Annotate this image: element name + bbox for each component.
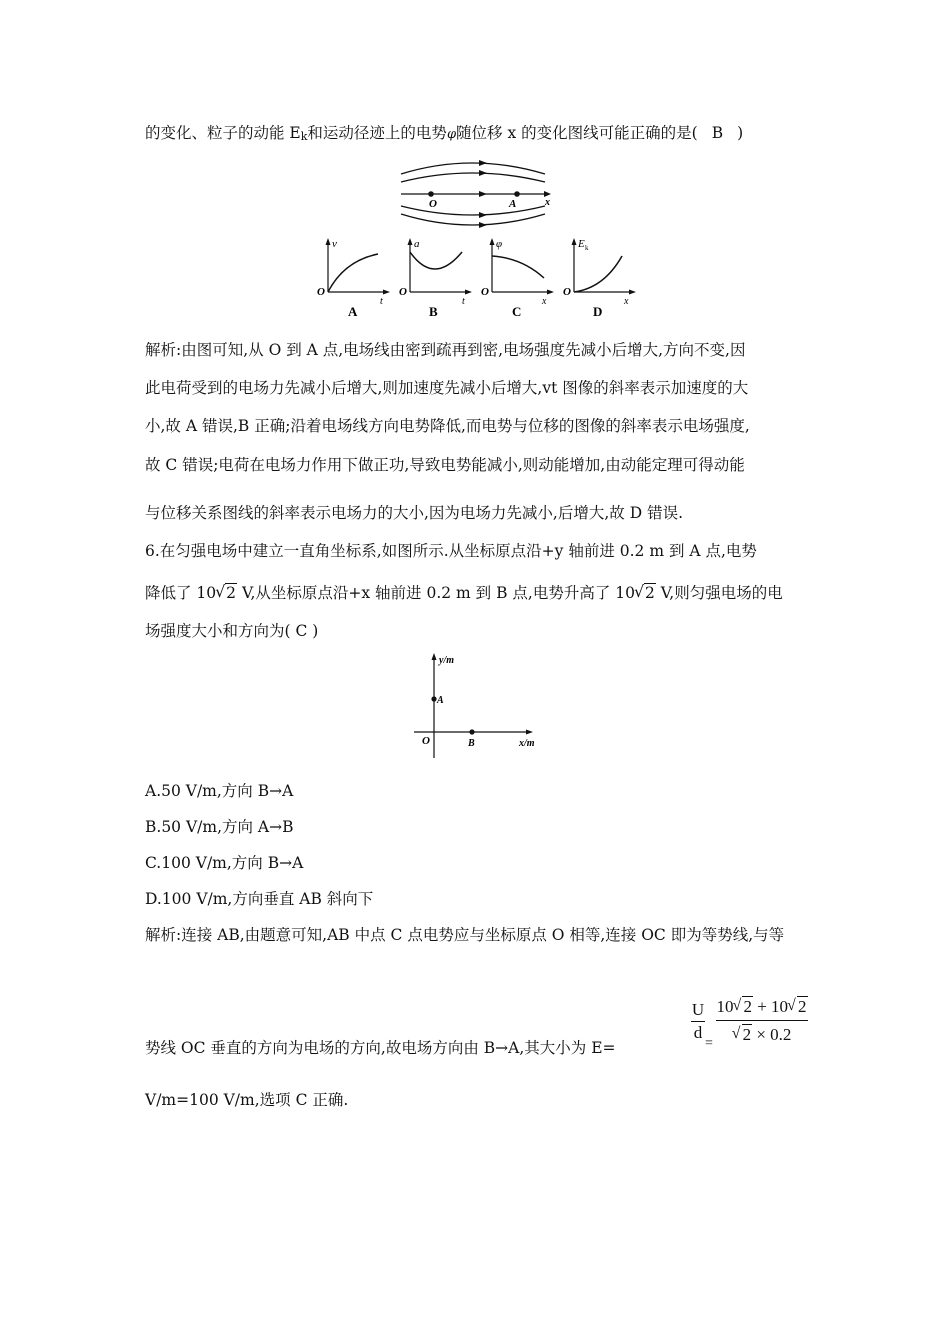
num-a: 10: [716, 997, 734, 1016]
graph-d-caption: D: [593, 304, 603, 319]
axes-figure: [410, 650, 545, 760]
q6-analysis-line-1: 解析:连接 AB,由题意可知,AB 中点 C 点电势应与坐标原点 O 相等,连接 OC 即为等势线,与等: [145, 926, 785, 944]
graph-b: [396, 234, 476, 320]
q5-intro-text-c: 随位移 x 的变化图线可能正确的是(: [456, 124, 698, 142]
graph-b-caption: B: [429, 304, 438, 319]
q5-analysis-line-5: 与位移关系图线的斜率表示电场力的大小,因为电场力先减小,后增大,故 D 错误.: [145, 504, 683, 522]
den-sqrt: [733, 1021, 753, 1049]
graph-d-y-label: E: [578, 238, 585, 250]
graph-c: [478, 234, 558, 320]
graph-d-x-label: x: [624, 296, 629, 307]
graph-d-y-sub: k: [585, 244, 589, 252]
q6-line-3: 场强度大小和方向为( C ): [145, 622, 319, 640]
graph-d-origin: O: [563, 286, 571, 298]
graph-a-caption: A: [348, 304, 358, 319]
axes-x-label: x/m: [519, 738, 535, 749]
graph-a: [314, 234, 394, 320]
q6-analysis-line-3: V/m=100 V/m,选项 C 正确.: [145, 1091, 349, 1109]
q6-line-2a: 降低了 10: [145, 584, 217, 602]
graph-c-x-label: x: [542, 296, 547, 307]
q6-line-2b: V,从坐标原点沿+x 轴前进 0.2 m 到 B 点,电势升高了 10: [237, 584, 635, 602]
num-plus: + 10: [752, 997, 789, 1016]
q5-analysis-line-2: 此电荷受到的电场力先减小后增大,则加速度先减小后增大,vt 图像的斜率表示加速度的大: [145, 379, 749, 397]
q5-answer: B: [711, 124, 724, 142]
q5-analysis-line-3: 小,故 A 错误,B 正确;沿着电场线方向电势降低,而电势与位移的图像的斜率表示电场强度,: [145, 417, 750, 435]
option-c: C.100 V/m,方向 B→A: [145, 854, 304, 872]
graph-b-origin: O: [399, 286, 407, 298]
q6-line-2c: V,则匀强电场的电: [655, 584, 783, 602]
q5-intro-close: ): [737, 124, 744, 142]
frac-d: d: [693, 1023, 703, 1042]
num-sqrt-b-arg: 2: [798, 997, 807, 1016]
q5-intro-text-b: 和运动径迹上的电势: [307, 124, 447, 142]
den-sqrt-arg: 2: [742, 1025, 752, 1044]
fraction-u-over-d: [691, 999, 705, 1044]
axes-origin: O: [422, 735, 430, 747]
sqrt-2-b-arg: 2: [644, 584, 655, 602]
frac-equals: =: [705, 1036, 713, 1051]
axes-a-label: A: [437, 695, 444, 706]
frac-denominator: [716, 1021, 808, 1049]
q5-analysis-line-4: 故 C 错误;电荷在电场力作用下做正功,导致电势能减小,则动能增加,由动能定理可得动能: [145, 456, 745, 474]
option-b: B.50 V/m,方向 A→B: [145, 818, 294, 836]
q5-analysis-line-1: 解析:由图可知,从 O 到 A 点,电场线由密到疏再到密,电场强度先减小后增大,方向不变,因: [145, 341, 746, 359]
sqrt-2-a-arg: 2: [226, 584, 237, 602]
field-x-label: x: [545, 197, 550, 208]
option-a: A.50 V/m,方向 B→A: [145, 782, 294, 800]
sqrt-2-a: [216, 583, 237, 603]
graph-a-origin: O: [317, 286, 325, 298]
graph-c-y-label: φ: [496, 238, 503, 250]
graph-a-x-label: t: [380, 296, 383, 307]
graph-b-y-label: a: [414, 238, 420, 250]
field-lines-figure: [395, 158, 560, 233]
q5-intro-phi: φ: [446, 127, 457, 142]
q6-line-2: [145, 583, 783, 603]
den-b: × 0.2: [756, 1025, 792, 1044]
q5-intro-line: [145, 123, 743, 147]
graph-a-y-label: v: [332, 238, 337, 250]
q6-line-1: 6.在匀强电场中建立一直角坐标系,如图所示.从坐标原点沿+y 轴前进 0.2 m 到 A 点,电势: [145, 542, 757, 560]
option-d: D.100 V/m,方向垂直 AB 斜向下: [145, 890, 374, 908]
fraction-main: [716, 994, 808, 1049]
field-a-label: A: [509, 198, 517, 210]
graph-b-x-label: t: [462, 296, 465, 307]
axes-b-label: B: [468, 738, 475, 749]
q5-intro-text-a: 的变化、粒子的动能 E: [145, 124, 301, 142]
frac-u: U: [691, 999, 705, 1022]
q6-analysis-line-2: 势线 OC 垂直的方向为电场的方向,故电场方向由 B→A,其大小为 E=: [145, 1039, 616, 1057]
sqrt-2-b: [635, 583, 656, 603]
q5-intro-sub: k: [300, 130, 308, 143]
axes-y-label: y/m: [439, 655, 454, 666]
num-sqrt-a-arg: 2: [743, 997, 752, 1016]
graph-d: [560, 234, 640, 320]
graph-c-caption: C: [512, 304, 522, 319]
num-sqrt-b: [788, 994, 808, 1020]
graph-c-origin: O: [481, 286, 489, 298]
frac-numerator: [716, 994, 808, 1021]
num-sqrt-a: [733, 994, 753, 1020]
field-o-label: O: [429, 198, 437, 210]
